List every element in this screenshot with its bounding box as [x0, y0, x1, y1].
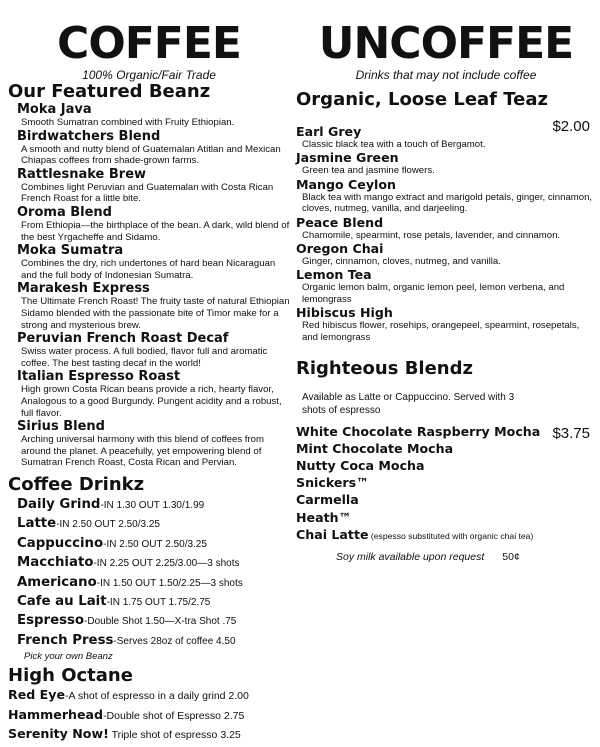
list-item	[296, 305, 596, 343]
uncoffee-column	[296, 0, 596, 563]
teaz-price: $2.00	[552, 118, 590, 135]
bean-desc: Smooth Sumatran combined with Fruity Ethiopian.	[21, 117, 235, 128]
list-item	[17, 495, 290, 514]
list-item	[8, 331, 290, 369]
bean-name: Italian Espresso Roast	[17, 369, 181, 385]
list-item	[296, 177, 596, 215]
drink-name: Latte	[17, 516, 57, 532]
bean-name: Moka Sumatra	[17, 243, 124, 259]
drink-name: Macchiato	[17, 555, 94, 571]
tea-desc: Classic black tea with a touch of Bergamot.	[302, 139, 486, 150]
tea-name: Peace Blend	[296, 214, 384, 230]
tea-desc: Organic lemon balm, organic lemon peel, lemon verbena, and lemongrass	[302, 282, 565, 305]
coffee-column	[8, 0, 290, 745]
drink-price: -IN 1.50 OUT 1.50/2.25—3 shots	[96, 577, 243, 589]
blend-name: Carmella	[296, 492, 359, 508]
list-item	[8, 205, 290, 243]
list-item	[8, 129, 290, 167]
drink-price: -IN 2.25 OUT 2.25/3.00—3 shots	[93, 558, 240, 570]
tea-name: Mango Ceylon	[296, 176, 396, 192]
bean-desc: The Ultimate French Roast! The fruity taste of natural Ethiopian Sidamo blended with the passionate bite of Timor make for a strong and mysterious brew.	[21, 296, 290, 331]
bean-name: Moka Java	[17, 102, 92, 117]
tea-desc: Red hibiscus flower, rosehips, orangepeel, spearmint, rosepetals, and lemongrass	[302, 320, 580, 343]
bean-name: Birdwatchers Blend	[17, 128, 161, 144]
tea-desc: Chamomile, spearmint, rose petals, lavender, and cinnamon.	[302, 229, 561, 241]
bean-desc: High grown Costa Rican beans provide a rich, hearty flavor, Analogous to a good Burgundy. Pungent acidity and a robust, full flavor.	[21, 384, 282, 419]
drink-price: -IN 1.75 OUT 1.75/2.75	[106, 596, 211, 608]
drink-name: Red Eye	[8, 687, 65, 703]
blend-name: Chai Latte	[296, 526, 369, 542]
drink-name: Serenity Now!	[8, 726, 109, 742]
featured-heading: Our Featured Beanz	[8, 81, 211, 102]
bean-desc: Combines the dry, rich undertones of hard bean Nicaraguan and the full body of Indonesian Sumatra.	[21, 258, 276, 281]
bean-desc: From Ethiopia—the birthplace of the bean. A dark, wild blend of the best Yrgacheffe and Sidamo.	[21, 219, 290, 243]
coffee-subtitle: 100% Organic/Fair Trade	[82, 68, 216, 82]
drink-name: Americano	[17, 574, 97, 590]
blendz-intro: Available as Latte or Cappuccino. Served with 3 shots of espresso	[302, 392, 515, 417]
drink-price: Triple shot of espresso 3.25	[108, 729, 241, 742]
drink-list	[8, 495, 290, 650]
list-item	[8, 725, 290, 745]
bean-name: Peruvian French Roast Decaf	[17, 331, 229, 347]
tea-name: Hibiscus High	[296, 305, 393, 321]
drink-name: Espresso	[17, 613, 85, 629]
blend-name: Mint Chocolate Mocha	[296, 441, 454, 457]
bean-list	[8, 102, 290, 469]
drink-price: -Double shot of Espresso 2.75	[103, 709, 245, 722]
drink-price: -IN 2.50 OUT 2.50/3.25	[56, 519, 160, 531]
list-item	[17, 514, 290, 533]
coffee-title: COFFEE	[57, 18, 241, 69]
list-item	[296, 491, 596, 508]
tea-desc: Ginger, cinnamon, cloves, nutmeg, and vanilla.	[302, 256, 501, 268]
bean-desc: A smooth and nutty blend of Guatemalan Atitlan and Mexican Chiapas coffees from shade-grown farms.	[21, 143, 281, 167]
drink-name: Hammerhead	[8, 706, 104, 722]
tea-name: Jasmine Green	[296, 150, 399, 166]
list-item	[17, 553, 290, 572]
drink-name: French Press	[17, 632, 114, 648]
uncoffee-subtitle: Drinks that may not include coffee	[355, 68, 537, 82]
list-item	[17, 573, 290, 592]
tea-desc: Black tea with mango extract and marigold petals, ginger, cinnamon, cloves, nutmeg, vanilla, and darjeeling.	[302, 191, 593, 215]
teaz-heading: Organic, Loose Leaf Teaz	[296, 89, 548, 110]
bean-desc: Swiss water process. A full bodied, flavor full and aromatic coffee. The best tasting decaf in the world!	[21, 346, 268, 369]
bean-desc: Combines light Peruvian and Guatemalan with Costa Rican French Roast for a little bite.	[21, 181, 274, 205]
list-item	[8, 243, 290, 281]
list-item	[296, 215, 596, 241]
blend-name: Snickers™	[296, 475, 369, 491]
list-item	[8, 419, 290, 469]
list-item	[8, 686, 290, 706]
blend-note: (espesso substituted with organic chai tea)	[368, 530, 534, 541]
blend-list	[296, 423, 596, 545]
tea-name: Lemon Tea	[296, 267, 372, 283]
list-item	[296, 241, 596, 267]
tea-list	[296, 124, 596, 343]
bean-name: Oroma Blend	[17, 204, 112, 220]
octane-list	[8, 686, 290, 745]
list-item	[8, 369, 290, 419]
drink-name: Cappuccino	[17, 535, 104, 551]
drink-price: -A shot of espresso in a daily grind 2.00	[65, 690, 249, 703]
drinks-note: Pick your own Beanz	[24, 651, 113, 663]
list-item	[17, 611, 290, 630]
blendz-heading: Righteous Blendz	[296, 358, 473, 380]
list-item	[8, 706, 290, 726]
bean-name: Marakesh Express	[17, 281, 150, 297]
drink-name: Daily Grind	[17, 496, 101, 512]
list-item	[296, 440, 596, 457]
blend-name: Nutty Coca Mocha	[296, 458, 425, 474]
drink-price: -IN 2.50 OUT 2.50/3.25	[103, 538, 207, 550]
blendz-price: $3.75	[552, 425, 590, 442]
list-item	[17, 534, 290, 553]
list-item	[296, 423, 596, 440]
list-item	[296, 526, 596, 545]
blend-name: White Chocolate Raspberry Mocha	[296, 424, 541, 440]
list-item	[296, 474, 596, 491]
tea-desc: Green tea and jasmine flowers.	[302, 165, 435, 177]
drink-price: -Serves 28oz of coffee 4.50	[113, 635, 236, 647]
list-item	[8, 167, 290, 205]
list-item	[8, 281, 290, 331]
bean-desc: Arching universal harmony with this blend of coffees from around the planet. A peacefully, yet empowering blend of Sumatran French Roast, Costa Rican and Pervian.	[21, 434, 264, 469]
bean-name: Rattlesnake Brew	[17, 166, 147, 182]
soy-note-text: Soy milk available upon request	[336, 550, 485, 563]
drink-name: Cafe au Lait	[17, 593, 107, 609]
drinks-heading: Coffee Drinkz	[8, 473, 145, 495]
list-item	[17, 592, 290, 611]
tea-name: Oregon Chai	[296, 241, 384, 257]
blend-name: Heath™	[296, 509, 352, 525]
drink-price: -Double Shot 1.50—X-tra Shot .75	[84, 616, 237, 628]
soy-price: 50¢	[502, 550, 520, 563]
list-item	[17, 631, 290, 650]
drink-price: -IN 1.30 OUT 1.30/1.99	[100, 499, 205, 511]
octane-heading: High Octane	[8, 665, 133, 687]
tea-name: Earl Grey	[296, 124, 362, 139]
list-item	[296, 509, 596, 526]
list-item	[296, 267, 596, 305]
bean-name: Sirius Blend	[17, 419, 105, 435]
list-item	[296, 150, 596, 176]
list-item	[296, 124, 596, 150]
list-item	[8, 102, 290, 129]
list-item	[296, 457, 596, 474]
uncoffee-title: UNCOFFEE	[318, 18, 574, 69]
soy-note	[336, 551, 596, 563]
